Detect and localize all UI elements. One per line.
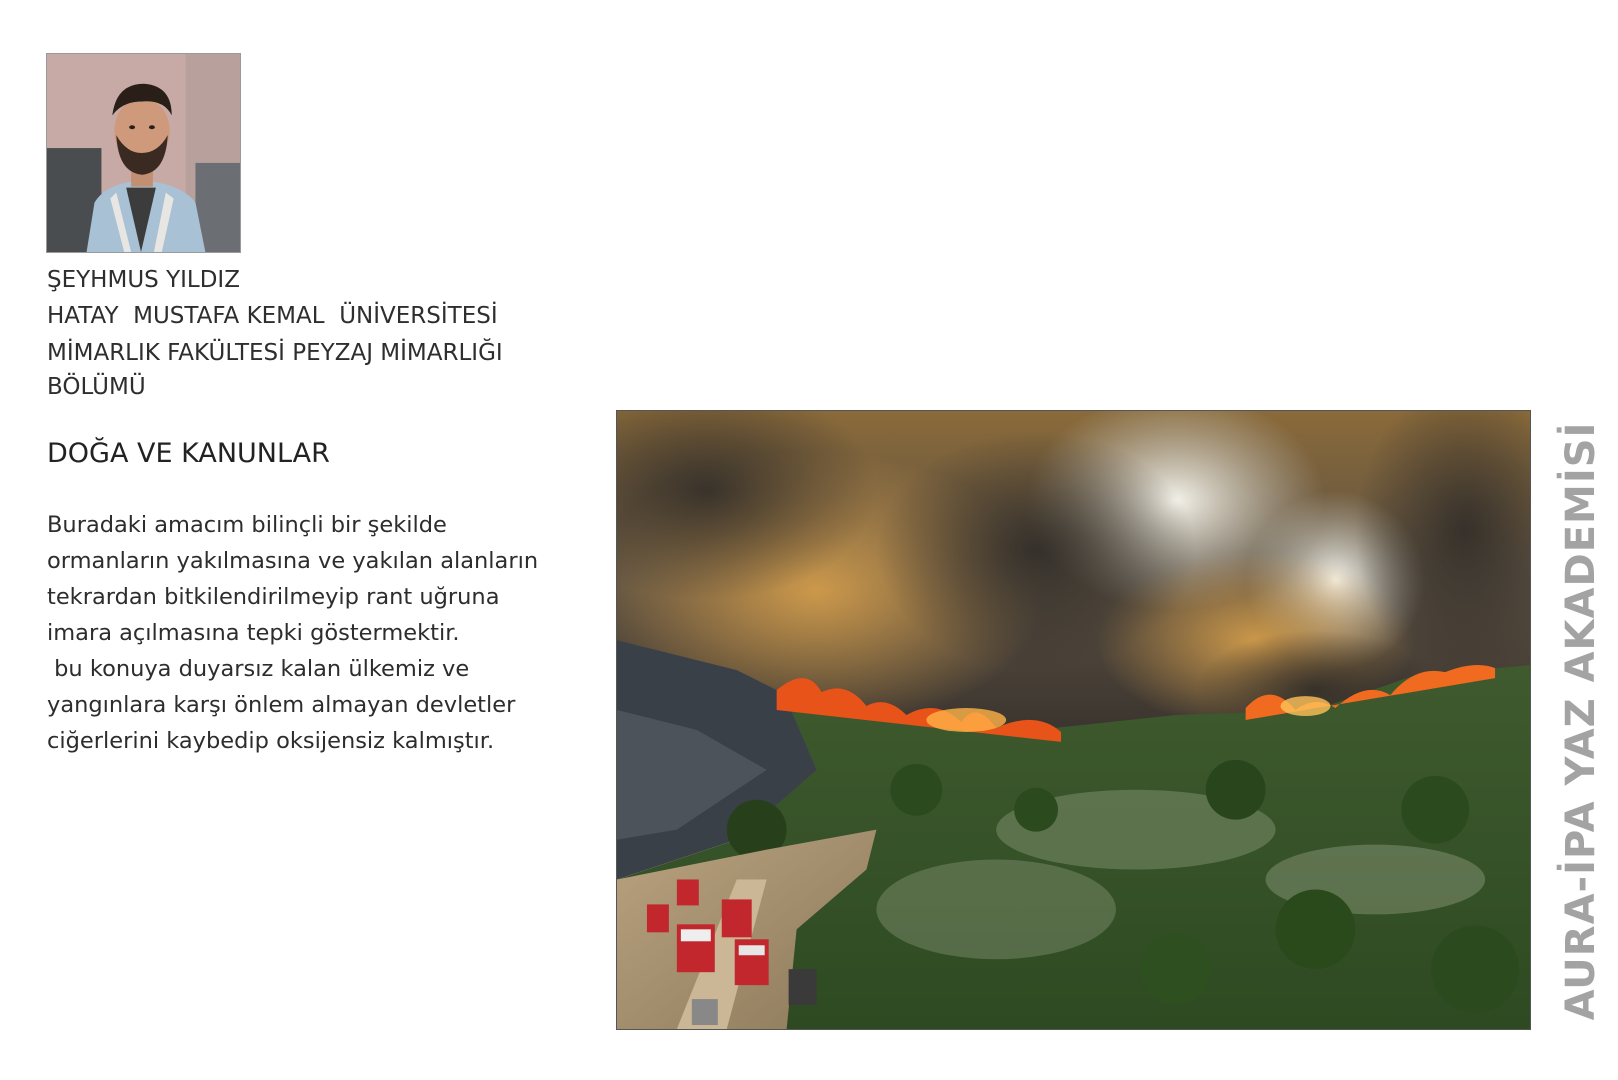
article-title: DOĞA VE KANUNLAR: [47, 438, 330, 469]
body-line: tekrardan bitkilendirilmeyip rant uğruna: [47, 584, 500, 610]
body-line: bu konuya duyarsız kalan ülkemiz ve: [47, 656, 470, 682]
body-line: yangınlara karşı önlem almayan devletler: [47, 692, 516, 718]
author-photo: [46, 53, 241, 253]
article-body: [47, 507, 587, 759]
brand-label: AURA-İPA YAZ AKADEMİSİ: [1558, 421, 1604, 1021]
forest-fire-photo: [616, 410, 1531, 1030]
body-line: imara açılmasına tepki göstermektir.: [47, 620, 460, 646]
brand-sidebar: [1560, 412, 1602, 1030]
author-name: ŞEYHMUS YILDIZ: [47, 267, 240, 293]
author-info: [47, 262, 567, 404]
body-line: Buradaki amacım bilinçli bir şekilde: [47, 512, 447, 538]
body-line: ciğerlerini kaybedip oksijensiz kalmıştır.: [47, 728, 495, 754]
author-university: HATAY MUSTAFA KEMAL ÜNİVERSİTESİ: [47, 303, 498, 329]
author-department: MİMARLIK FAKÜLTESİ PEYZAJ MİMARLIĞI BÖLÜMÜ: [47, 340, 503, 400]
body-line: ormanların yakılmasına ve yakılan alanların: [47, 548, 539, 574]
